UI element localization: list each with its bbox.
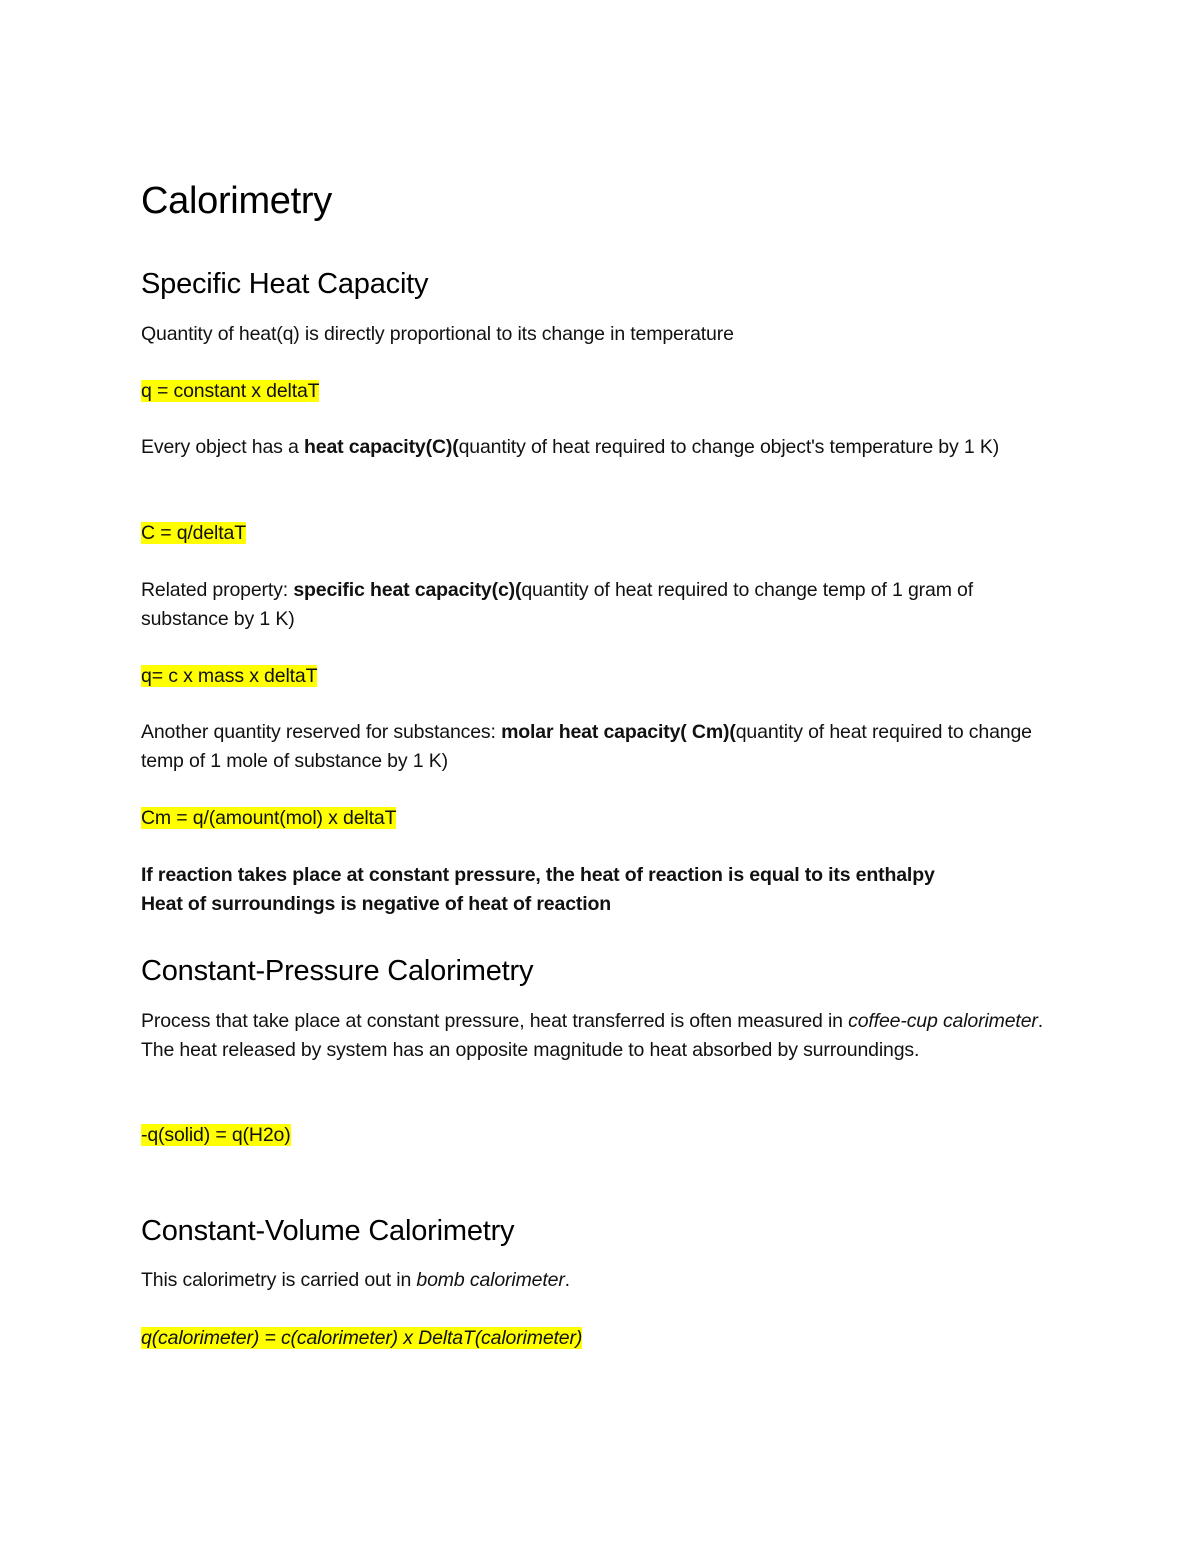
text: Every object has a — [141, 436, 304, 458]
highlighted-equation: Cm = q/(amount(mol) x deltaT — [141, 807, 397, 829]
text: quantity of heat required to change temp of 1 mole of substance by 1 K) — [141, 721, 1032, 772]
text: Related property: — [141, 579, 294, 601]
equation-c-q-deltat — [141, 519, 1061, 548]
paragraph-constant-volume — [141, 1266, 1061, 1295]
term-molar-heat-capacity: molar heat capacity( Cm)( — [501, 721, 736, 743]
paragraph-specific-heat-capacity — [141, 576, 1061, 634]
term-heat-capacity: heat capacity(C)( — [304, 436, 459, 458]
term-bomb-calorimeter: bomb calorimeter — [416, 1269, 565, 1291]
heading-constant-volume-calorimetry: Constant-Volume Calorimetry — [141, 1215, 515, 1247]
bold-statement-enthalpy — [141, 861, 1061, 919]
equation-cm — [141, 804, 1061, 833]
heading-constant-pressure-calorimetry: Constant-Pressure Calorimetry — [141, 955, 534, 987]
paragraph-constant-pressure — [141, 1007, 1061, 1064]
equation-q-calorimeter — [141, 1324, 1061, 1353]
highlighted-equation: q = constant x deltaT — [141, 380, 320, 402]
highlighted-equation: q= c x mass x deltaT — [141, 665, 318, 687]
text: quantity of heat required to change object's temperature by 1 K) — [458, 436, 1000, 458]
equation-q-c-mass — [141, 662, 1061, 691]
document-title: Calorimetry — [141, 180, 332, 222]
text: . — [564, 1269, 570, 1291]
text: If reaction takes place at constant pressure, the heat of reaction is equal to its enthalpy — [141, 864, 935, 886]
equation-q-solid-h2o — [141, 1121, 1061, 1150]
highlighted-equation: q(calorimeter) = c(calorimeter) x DeltaT(calorimeter) — [141, 1327, 583, 1349]
text: quantity of heat required to change temp of 1 gram of substance by 1 K) — [141, 579, 974, 630]
text: This calorimetry is carried out in — [141, 1269, 417, 1291]
term-specific-heat-capacity: specific heat capacity(c)( — [293, 579, 522, 601]
paragraph-heat-proportional: Quantity of heat(q) is directly proportional to its change in temperature — [141, 323, 734, 345]
text: Heat of surroundings is negative of heat of reaction — [141, 893, 612, 915]
paragraph-molar-heat-capacity — [141, 718, 1061, 776]
highlighted-equation: C = q/deltaT — [141, 522, 246, 544]
paragraph-heat-capacity — [141, 433, 1061, 462]
term-coffee-cup-calorimeter: coffee-cup calorimeter — [848, 1010, 1038, 1032]
highlighted-equation: -q(solid) = q(H2o) — [141, 1124, 291, 1146]
heading-specific-heat-capacity: Specific Heat Capacity — [141, 268, 429, 300]
text: Process that take place at constant pressure, heat transferred is often measured in — [141, 1010, 849, 1032]
text: . The heat released by system has an opposite magnitude to heat absorbed by surroundings. — [141, 1010, 1044, 1061]
equation-q-constant — [141, 377, 1061, 406]
text: Another quantity reserved for substances: — [141, 721, 502, 743]
